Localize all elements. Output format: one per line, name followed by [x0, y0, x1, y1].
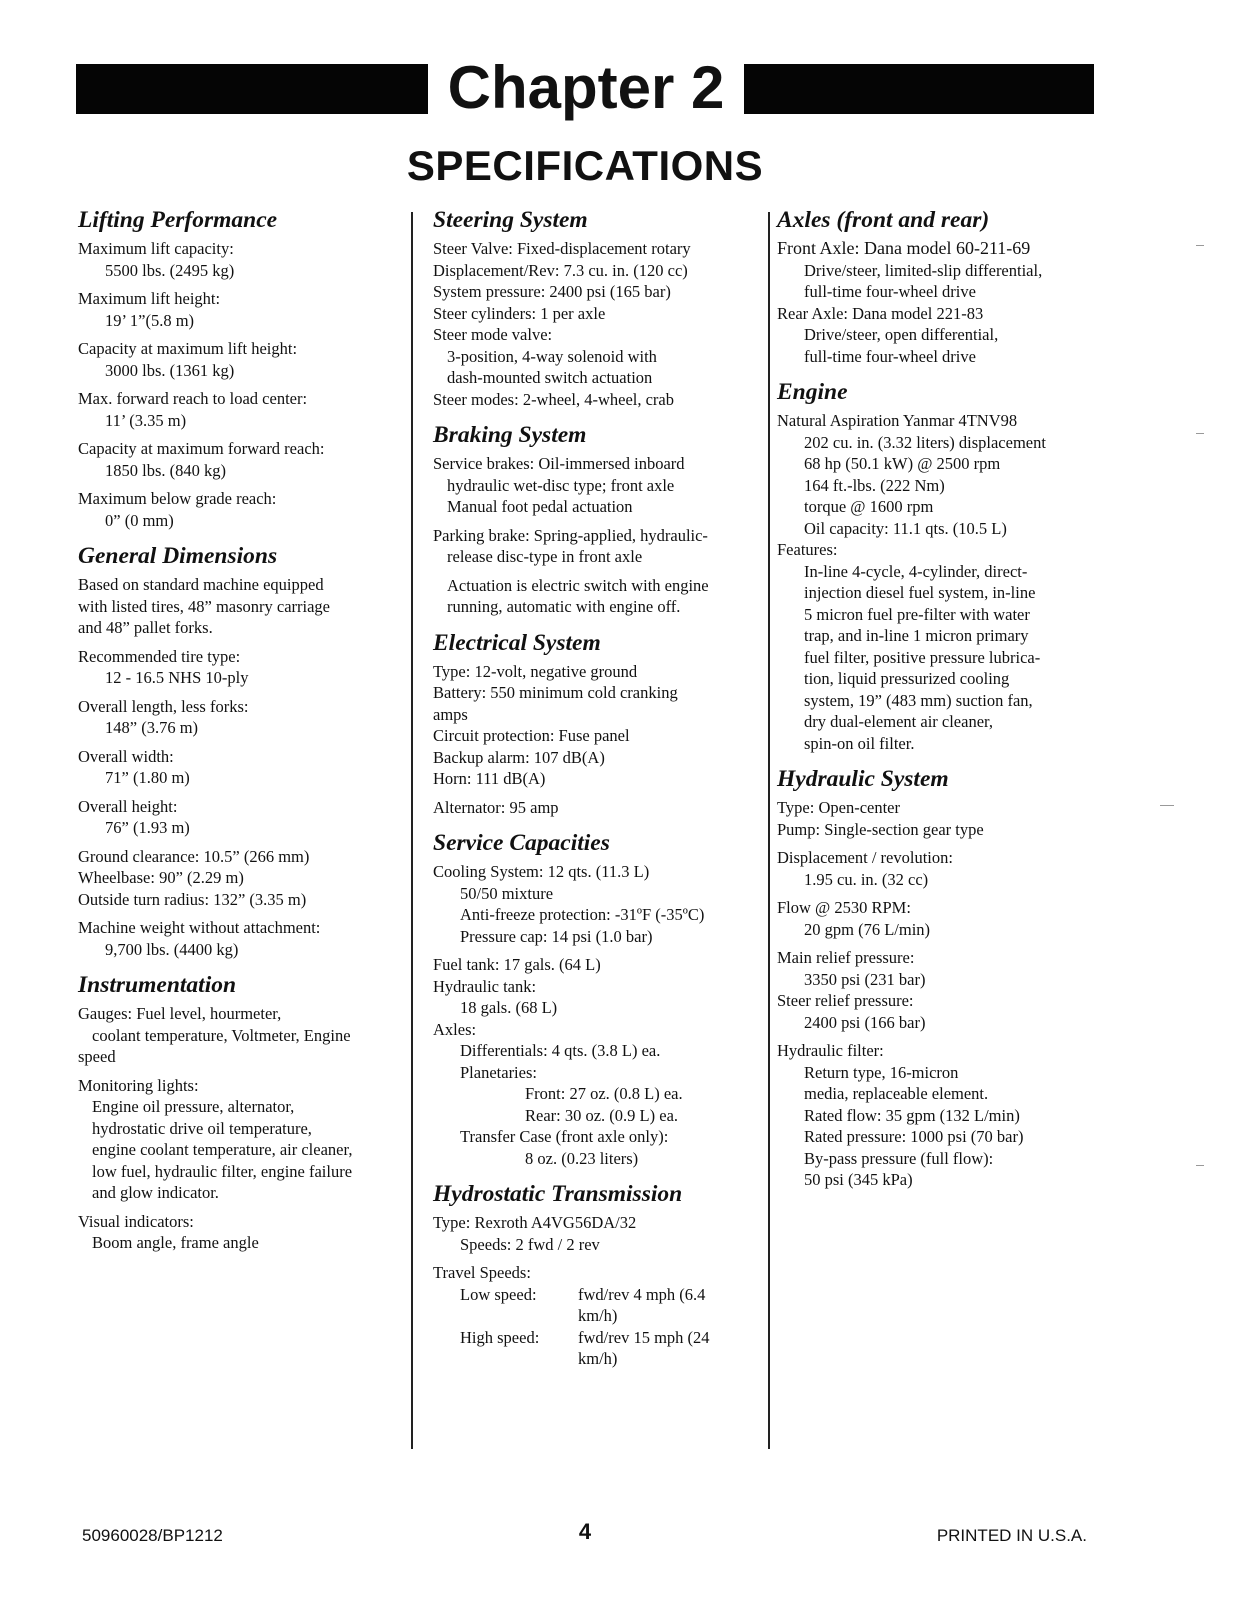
text-line: Fuel tank: 17 gals. (64 L): [433, 955, 601, 974]
spec-value: 71” (1.80 m): [105, 768, 190, 787]
text-line: Outside turn radius: 132” (3.35 m): [78, 889, 307, 909]
text-line: Gauges: Fuel level, hourmeter,: [78, 1004, 282, 1023]
text-line: Battery: 550 minimum cold cranking: [433, 683, 678, 702]
text-line: full-time four-wheel drive: [804, 346, 976, 366]
spec-label: Features:: [777, 540, 838, 559]
text-line: and 48” pallet forks.: [78, 618, 213, 637]
column-middle: [433, 205, 748, 1380]
text-line: Axles:: [433, 1019, 477, 1039]
text-line: tion, liquid pressurized cooling: [804, 669, 1010, 688]
spec-label: Overall length, less forks:: [78, 696, 249, 716]
text-line: Actuation is electric switch with engine: [447, 575, 709, 595]
travel-speed-row: [433, 1327, 748, 1370]
engine-section: [777, 377, 1097, 754]
spec-label: Capacity at maximum lift height:: [78, 339, 298, 358]
text-line: Wheelbase: 90” (2.29 m): [78, 868, 244, 887]
travel-speed-row: [433, 1284, 748, 1327]
text-line: Speeds: 2 fwd / 2 rev: [460, 1234, 600, 1254]
text-line: Pump: Single-section gear type: [777, 819, 984, 839]
text-line: Parking brake: Spring-applied, hydraulic-: [433, 525, 708, 545]
text-line: Rear: 30 oz. (0.9 L) ea.: [525, 1105, 679, 1125]
text-line: coolant temperature, Voltmeter, Engine: [92, 1025, 351, 1045]
text-line: 50/50 mixture: [460, 883, 554, 903]
text-line: Displacement/Rev: 7.3 cu. in. (120 cc): [433, 260, 688, 280]
service-capacities-section: [433, 828, 748, 1169]
text-line: Steer Valve: Fixed-displacement rotary: [433, 239, 691, 258]
printed-in: PRINTED IN U.S.A.: [936, 1526, 1087, 1545]
column-divider: [411, 212, 413, 1449]
text-line: torque @ 1600 rpm: [804, 497, 934, 516]
spec-label: Maximum lift height:: [78, 289, 221, 308]
section-heading: Hydrostatic Transmission: [433, 1181, 683, 1207]
text-line: Engine oil pressure, alternator,: [92, 1097, 295, 1116]
scan-mark: [1196, 245, 1204, 246]
section-heading: Electrical System: [433, 629, 601, 656]
spec-value: 20 gpm (76 L/min): [804, 919, 931, 939]
page-number: 4: [578, 1519, 592, 1544]
text-line: Manual foot pedal actuation: [447, 497, 633, 516]
spec-value: 2400 psi (166 bar): [804, 1012, 926, 1032]
text-line: Steer cylinders: 1 per axle: [433, 303, 606, 323]
text-line: hydraulic wet-disc type; front axle: [447, 475, 675, 495]
spec-label: High speed:: [460, 1327, 540, 1347]
text-line: Steer modes: 2-wheel, 4-wheel, crab: [433, 389, 674, 409]
spec-label: Steer relief pressure:: [777, 991, 914, 1010]
header-bar-right: [744, 64, 1094, 114]
text-line: Rear Axle: Dana model 221-83: [777, 303, 984, 323]
text-line: dash-mounted switch actuation: [447, 368, 653, 387]
section-heading: Engine: [777, 379, 848, 405]
spec-value: 76” (1.93 m): [105, 818, 190, 837]
spec-label: Main relief pressure:: [777, 948, 915, 967]
scan-mark: [1160, 805, 1174, 806]
steering-system-section: [433, 205, 748, 410]
spec-value: 19’ 1”(5.8 m): [105, 310, 195, 330]
section-heading: Lifting Performance: [78, 207, 278, 233]
text-line: By-pass pressure (full flow):: [804, 1148, 994, 1168]
electrical-system-section: [433, 628, 748, 819]
text-line: Front Axle: Dana model 60-211-69: [777, 238, 1031, 258]
text-line: Rated pressure: 1000 psi (70 bar): [804, 1127, 1024, 1146]
text-line: Return type, 16-micron: [804, 1062, 959, 1082]
document-number: 50960028/BP1212: [82, 1526, 223, 1545]
text-line: 50 psi (345 kPa): [804, 1170, 913, 1189]
general-dimensions-section: [78, 541, 398, 960]
spec-label: Recommended tire type:: [78, 646, 241, 666]
section-heading: General Dimensions: [78, 543, 278, 569]
spec-value: 1.95 cu. in. (32 cc): [804, 869, 929, 889]
spec-label: Monitoring lights:: [78, 1075, 199, 1095]
section-heading: Braking System: [433, 422, 587, 448]
text-line: Oil capacity: 11.1 qts. (10.5 L): [804, 518, 1007, 538]
column-right: [777, 205, 1097, 1201]
text-line: Front: 27 oz. (0.8 L) ea.: [525, 1084, 683, 1103]
text-line: Type: Rexroth A4VG56DA/32: [433, 1213, 637, 1232]
text-line: Planetaries:: [460, 1062, 537, 1082]
text-line: low fuel, hydraulic filter, engine failure: [92, 1161, 353, 1181]
section-heading: Instrumentation: [78, 972, 237, 998]
text-line: 164 ft.-lbs. (222 Nm): [804, 475, 945, 495]
text-line: 202 cu. in. (3.32 liters) displacement: [804, 432, 1046, 452]
text-line: dry dual-element air cleaner,: [804, 712, 993, 731]
text-line: Horn: 111 dB(A): [433, 769, 546, 788]
text-line: Service brakes: Oil-immersed inboard: [433, 454, 685, 473]
text-line: 68 hp (50.1 kW) @ 2500 rpm: [804, 454, 1001, 473]
text-line: Type: Open-center: [777, 798, 900, 817]
spec-label: Machine weight without attachment:: [78, 918, 321, 937]
text-line: Natural Aspiration Yanmar 4TNV98: [777, 411, 1018, 430]
header-bar-left: [76, 64, 428, 114]
text-line: Hydraulic tank:: [433, 976, 537, 996]
text-line: 3-position, 4-way solenoid with: [447, 346, 657, 366]
spec-label: Visual indicators:: [78, 1211, 194, 1231]
text-line: Differentials: 4 qts. (3.8 L) ea.: [460, 1041, 661, 1060]
text-line: 8 oz. (0.23 liters): [525, 1148, 639, 1168]
spec-label: Low speed:: [460, 1284, 537, 1304]
text-line: In-line 4-cycle, 4-cylinder, direct-: [804, 561, 1028, 581]
text-line: 18 gals. (68 L): [460, 998, 558, 1017]
column-divider: [768, 212, 770, 1449]
column-left: [78, 205, 398, 1264]
section-heading: Steering System: [433, 207, 588, 233]
text-line: Steer mode valve:: [433, 325, 553, 344]
text-line: running, automatic with engine off.: [447, 597, 681, 616]
spec-value: fwd/rev 4 mph (6.4 km/h): [578, 1284, 706, 1325]
text-line: Pressure cap: 14 psi (1.0 bar): [460, 926, 653, 946]
scan-mark: [1196, 433, 1204, 434]
spec-label: Maximum below grade reach:: [78, 489, 277, 508]
spec-value: 11’ (3.35 m): [105, 410, 187, 430]
spec-value: 5500 lbs. (2495 kg): [105, 260, 235, 280]
spec-value: fwd/rev 15 mph (24 km/h): [578, 1327, 710, 1368]
text-line: speed: [78, 1047, 116, 1066]
text-line: with listed tires, 48” masonry carriage: [78, 596, 331, 616]
text-line: Anti-freeze protection: -31ºF (-35ºC): [460, 905, 705, 924]
text-line: Rated flow: 35 gpm (132 L/min): [804, 1105, 1020, 1125]
spec-value: 148” (3.76 m): [105, 718, 199, 737]
spec-label: Max. forward reach to load center:: [78, 389, 308, 408]
text-line: System pressure: 2400 psi (165 bar): [433, 282, 671, 301]
spec-value: 12 - 16.5 NHS 10-ply: [105, 668, 249, 687]
text-line: Circuit protection: Fuse panel: [433, 726, 630, 745]
braking-system-section: [433, 420, 748, 618]
text-line: and glow indicator.: [92, 1183, 219, 1202]
lifting-performance-section: [78, 205, 398, 531]
text-line: system, 19” (483 mm) suction fan,: [804, 690, 1033, 710]
text-line: trap, and in-line 1 micron primary: [804, 626, 1029, 645]
text-line: full-time four-wheel drive: [804, 282, 976, 301]
text-line: fuel filter, positive pressure lubrica-: [804, 647, 1041, 667]
spec-label: Displacement / revolution:: [777, 848, 953, 867]
text-line: Cooling System: 12 qts. (11.3 L): [433, 862, 650, 881]
text-line: Transfer Case (front axle only):: [460, 1127, 669, 1146]
text-line: Drive/steer, limited-slip differential,: [804, 260, 1043, 280]
instrumentation-section: [78, 970, 398, 1254]
text-line: Travel Speeds:: [433, 1263, 531, 1282]
axles-section: [777, 205, 1097, 367]
hydraulic-system-section: [777, 764, 1097, 1191]
spec-label: Hydraulic filter:: [777, 1041, 884, 1060]
text-line: Backup alarm: 107 dB(A): [433, 747, 605, 767]
spec-value: Boom angle, frame angle: [92, 1233, 259, 1252]
section-heading: Hydraulic System: [777, 766, 949, 792]
section-heading: Service Capacities: [433, 830, 610, 856]
spec-label: Capacity at maximum forward reach:: [78, 439, 325, 458]
spec-value: 3000 lbs. (1361 kg): [105, 360, 235, 380]
text-line: Based on standard machine equipped: [78, 575, 324, 594]
text-line: spin-on oil filter.: [804, 733, 915, 753]
text-line: engine coolant temperature, air cleaner,: [92, 1140, 353, 1159]
spec-label: Overall height:: [78, 796, 178, 816]
spec-label: Overall width:: [78, 746, 174, 766]
text-line: Alternator: 95 amp: [433, 797, 559, 817]
text-line: release disc-type in front axle: [447, 547, 643, 566]
text-line: amps: [433, 704, 468, 724]
spec-label: Flow @ 2530 RPM:: [777, 898, 911, 917]
spec-value: 3350 psi (231 bar): [804, 969, 926, 989]
spec-value: 1850 lbs. (840 kg): [105, 460, 226, 480]
text-line: 5 micron fuel pre-filter with water: [804, 604, 1030, 624]
hydrostatic-transmission-section: [433, 1179, 748, 1370]
scan-mark: [1196, 1165, 1204, 1166]
text-line: media, replaceable element.: [804, 1084, 989, 1103]
spec-label: Maximum lift capacity:: [78, 239, 234, 258]
section-heading: Axles (front and rear): [777, 207, 990, 233]
text-line: Drive/steer, open differential,: [804, 325, 999, 344]
spec-value: 9,700 lbs. (4400 kg): [105, 939, 239, 959]
text-line: injection diesel fuel system, in-line: [804, 583, 1036, 602]
text-line: Ground clearance: 10.5” (266 mm): [78, 846, 310, 866]
chapter-title: Chapter 2: [447, 54, 725, 121]
text-line: Type: 12-volt, negative ground: [433, 661, 638, 681]
spec-value: 0” (0 mm): [105, 510, 174, 530]
section-title: SPECIFICATIONS: [406, 142, 764, 189]
text-line: hydrostatic drive oil temperature,: [92, 1118, 312, 1138]
